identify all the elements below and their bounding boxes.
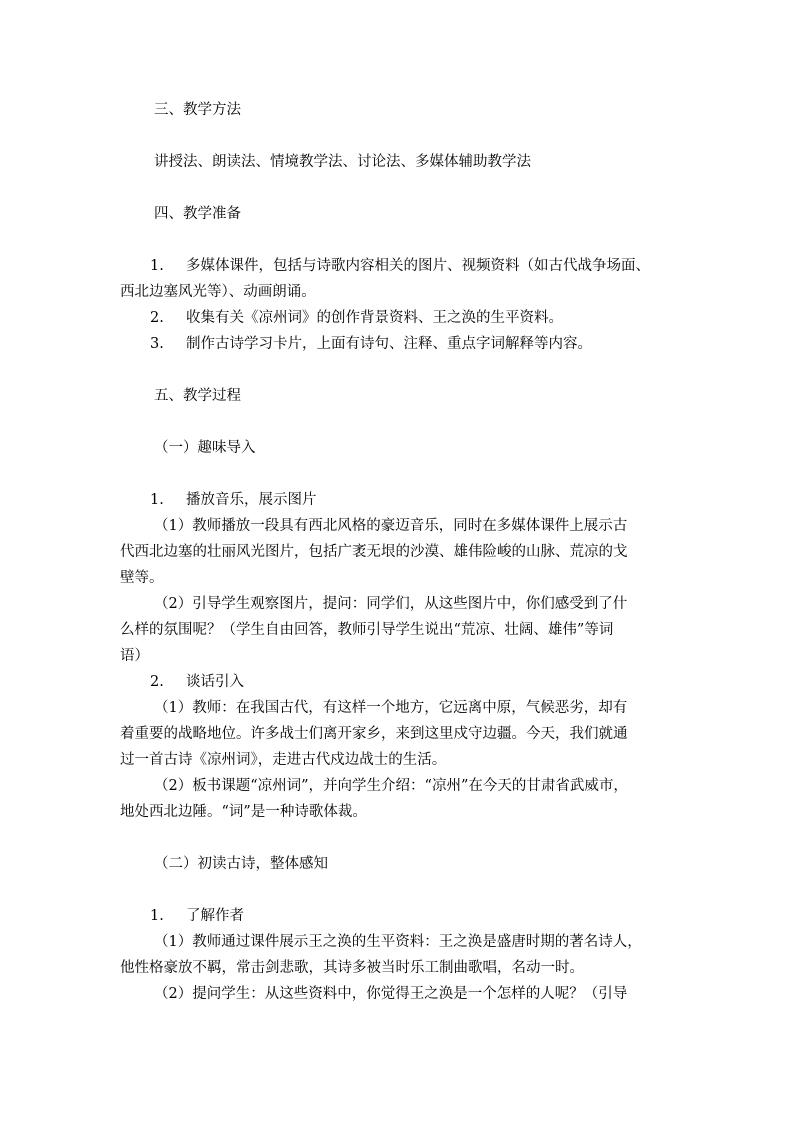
part1-step2-p1-line-3: 过一首古诗《凉州词》，走进古代戍边战士的生活。: [120, 752, 447, 768]
part2-step1-p1-line-1: （1）教师通过课件展示王之涣的生平资料：王之涣是盛唐时期的著名诗人，: [154, 934, 642, 950]
part1-step1-number: 1.: [150, 492, 164, 508]
part2-step1-p2-line-1: （2）提问学生：从这些资料中，你觉得王之涣是一个怎样的人呢？（引导: [154, 986, 628, 1002]
prep-item-3-number: 3.: [150, 336, 164, 352]
process-heading: 五、教学过程: [154, 388, 241, 404]
prep-item-1-line-2: 西北边塞风光等）、动画朗诵。: [120, 284, 316, 300]
part2-step1-number: 1.: [150, 908, 164, 924]
part1-step2-number: 2.: [150, 674, 164, 690]
prep-heading: 四、教学准备: [154, 206, 241, 222]
part1-heading: （一）趣味导入: [154, 440, 256, 456]
prep-item-2-line-1: 收集有关《凉州词》的创作背景资料、王之涣的生平资料。: [186, 310, 563, 326]
prep-item-2-number: 2.: [150, 310, 164, 326]
prep-item-1-line-1: 多媒体课件，包括与诗歌内容相关的图片、视频资料（如古代战争场面、: [186, 258, 650, 274]
part2-step1-title: 了解作者: [186, 908, 244, 924]
part1-step2-p2-line-2: 地处西北边陲。“词”是一种诗歌体裁。: [120, 804, 367, 820]
part1-step1-p1-line-1: （1）教师播放一段具有西北风格的豪迈音乐，同时在多媒体课件上展示古: [154, 518, 628, 534]
method-text: 讲授法、朗读法、情境教学法、讨论法、多媒体辅助教学法: [154, 154, 531, 170]
method-heading: 三、教学方法: [154, 102, 241, 118]
part1-step1-p1-line-2: 代西北边塞的壮丽风光图片，包括广袤无垠的沙漠、雄伟险峻的山脉、荒凉的戈: [120, 544, 628, 560]
part1-step1-p2-line-3: 语）: [120, 648, 149, 664]
part1-step2-p2-line-1: （2）板书课题“凉州词”，并向学生介绍：“凉州”在今天的甘肃省武威市，: [154, 778, 628, 794]
prep-item-3-line-1: 制作古诗学习卡片，上面有诗句、注释、重点字词解释等内容。: [186, 336, 592, 352]
part1-step2-title: 谈话引入: [186, 674, 244, 690]
prep-item-1-number: 1.: [150, 258, 164, 274]
part2-step1-p1-line-2: 他性格豪放不羁，常击剑悲歌，其诗多被当时乐工制曲歌唱，名动一时。: [120, 960, 584, 976]
part1-step1-p2-line-2: 么样的氛围呢？（学生自由回答，教师引导学生说出“荒凉、壮阔、雄伟”等词: [120, 622, 614, 638]
part1-step1-p2-line-1: （2）引导学生观察图片，提问：同学们，从这些图片中，你们感受到了什: [154, 596, 628, 612]
part2-heading: （二）初读古诗，整体感知: [154, 856, 328, 872]
part1-step2-p1-line-2: 着重要的战略地位。许多战士们离开家乡，来到这里戍守边疆。今天，我们就通: [120, 726, 628, 742]
part1-step1-p1-line-3: 壁等。: [120, 570, 164, 586]
part1-step2-p1-line-1: （1）教师：在我国古代，有这样一个地方，它远离中原，气候恶劣，却有: [154, 700, 628, 716]
part1-step1-title: 播放音乐，展示图片: [186, 492, 317, 508]
